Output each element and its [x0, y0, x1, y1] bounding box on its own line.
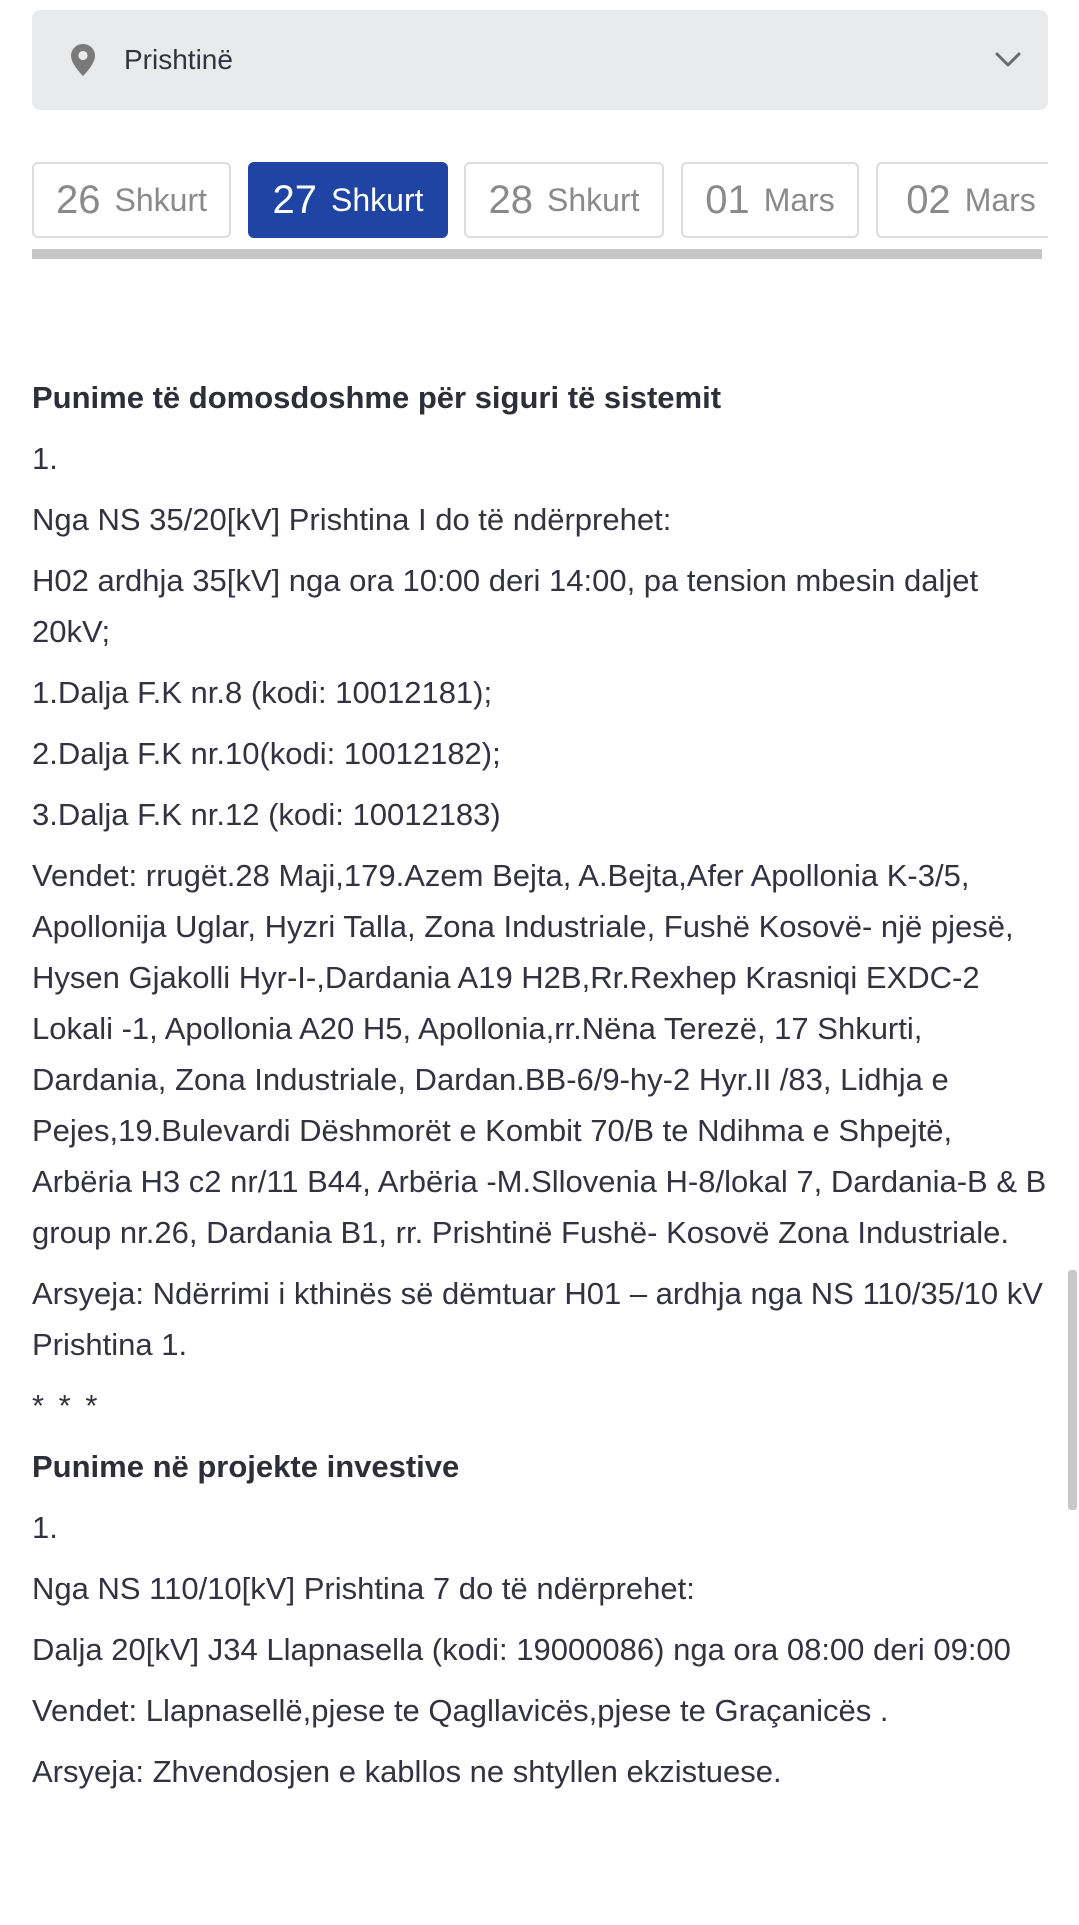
date-month: Shkurt [114, 181, 207, 218]
locations-text: Vendet: rrugët.28 Maji,179.Azem Bejta, A.Bejta,Afer Apollonia K-3/5, Apollonija Uglar, Hyzri Talla, Zona Industriale, Fushë Kosovë- një pjesë, Hysen Gjakolli Hyr-I-,Dardania A19 H2B,Rr.Rexhep Krasniqi EXDC-2 Lokali -1, Apollonia A20 H5, Apollonia,rr.Nëna Terezë, 17 Shkurti, Dardania, Zona Industriale, Dardan.BB-6/9-hy-2 Hyr.II /83, Lidhja e Pejes,19.Bulevardi Dëshmorët e Kombit 70/B te Ndihma e Shpejtë, Arbëria H3 c2 nr/11 B44, Arbëria -M.Sllovenia H-8/lokal 7, Dardania-B & B group nr.26, Dardania B1, rr. Prishtinë Fushë- Kosovë Zona Industriale. [32, 858, 1047, 1250]
item-number: 1. [32, 1510, 58, 1545]
date-day: 27 [272, 177, 317, 222]
outage-notice [32, 372, 1052, 1807]
date-day: 28 [488, 177, 533, 222]
page-scrollbar-thumb[interactable] [1068, 1270, 1077, 1510]
date-tab-26-shkurt[interactable] [32, 162, 231, 238]
notice-line: Nga NS 35/20[kV] Prishtina I do të ndërprehet: [32, 502, 672, 537]
location-value: Prishtinë [124, 44, 233, 75]
date-month: Shkurt [331, 181, 424, 218]
date-day: 02 [906, 177, 951, 222]
date-tab-27-shkurt[interactable] [248, 162, 448, 238]
date-day: 26 [56, 177, 101, 222]
reason-text: Arsyeja: Ndërrimi i kthinës së dëmtuar H01 – ardhja nga NS 110/35/10 kV Prishtina 1. [32, 1276, 1043, 1362]
notice-line: 1.Dalja F.K nr.8 (kodi: 10012181); [32, 675, 493, 710]
date-tab-28-shkurt[interactable] [464, 162, 664, 238]
section-heading: Punime të domosdoshme për siguri të sistemit [32, 380, 722, 415]
notice-line: 3.Dalja F.K nr.12 (kodi: 10012183) [32, 797, 501, 832]
notice-line: Nga NS 110/10[kV] Prishtina 7 do të ndërprehet: [32, 1571, 695, 1606]
locations-text: Vendet: Llapnasellë,pjese te Qagllavicës,pjese te Graçanicës . [32, 1693, 889, 1728]
date-day: 01 [705, 177, 750, 222]
notice-line: 2.Dalja F.K nr.10(kodi: 10012182); [32, 736, 501, 771]
chevron-down-icon [994, 46, 1022, 74]
date-tab-01-mars[interactable] [681, 162, 859, 238]
date-month: Mars [763, 181, 835, 218]
section-separator: * * * [32, 1388, 101, 1423]
date-tabs [32, 162, 1048, 240]
date-month: Mars [964, 181, 1036, 218]
location-select[interactable] [32, 10, 1048, 110]
date-strip-scrollbar[interactable] [32, 249, 1042, 259]
notice-line: H02 ardhja 35[kV] nga ora 10:00 deri 14:00, pa tension mbesin daljet 20kV; [32, 563, 979, 649]
reason-text: Arsyeja: Zhvendosjen e kabllos ne shtyllen ekzistuese. [32, 1754, 782, 1789]
date-tab-02-mars[interactable] [876, 162, 1048, 238]
section-heading: Punime në projekte investive [32, 1449, 460, 1484]
item-number: 1. [32, 441, 58, 476]
date-month: Shkurt [547, 181, 640, 218]
notice-line: Dalja 20[kV] J34 Llapnasella (kodi: 19000086) nga ora 08:00 deri 09:00 [32, 1632, 1011, 1667]
map-pin-icon [68, 42, 98, 78]
